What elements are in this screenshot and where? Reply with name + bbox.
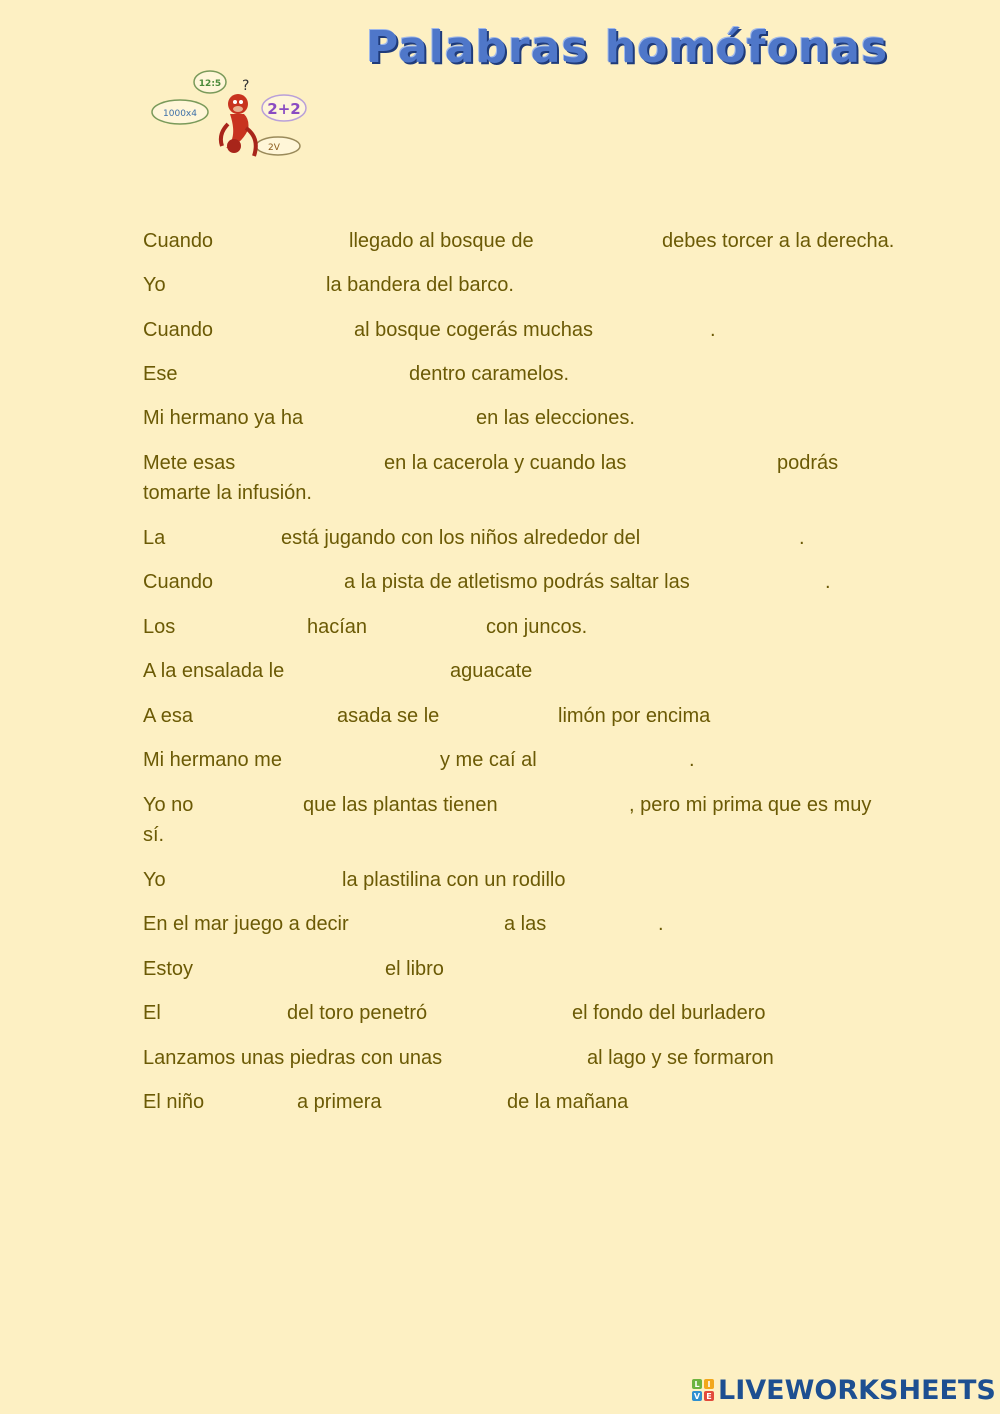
sentence-fragment: debes torcer a la derecha. bbox=[662, 230, 895, 252]
sentence-fragment: . bbox=[799, 527, 805, 549]
sentence-fragment: Cuando bbox=[143, 319, 214, 341]
sentence-fragment: , pero mi prima que es muy bbox=[629, 794, 872, 816]
sentence-fragment: con juncos. bbox=[486, 616, 588, 638]
brand-name: LIVEWORKSHEETS bbox=[718, 1374, 996, 1406]
sentence-fragment: que las plantas tienen bbox=[303, 794, 498, 816]
sentence-fragment: . bbox=[658, 913, 664, 935]
sentence-fragment: aguacate bbox=[450, 660, 533, 682]
sentence-fragment: a primera bbox=[297, 1091, 382, 1113]
sentence-fragment: En el mar juego a decir bbox=[143, 913, 349, 935]
sentence-fragment: Lanzamos unas piedras con unas bbox=[143, 1047, 443, 1069]
sentence-fragment: sí. bbox=[143, 824, 165, 846]
sentence-fragment: Yo no bbox=[143, 794, 194, 816]
sentence-fragment: Los bbox=[143, 616, 176, 638]
math-monkey-illustration bbox=[150, 68, 310, 168]
sentence-fragment: y me caí al bbox=[440, 749, 537, 771]
liveworksheets-footer bbox=[692, 1374, 996, 1406]
svg-text:?: ? bbox=[242, 78, 250, 94]
sentence-fragment: Cuando bbox=[143, 230, 214, 252]
bubble-left bbox=[152, 100, 208, 124]
sentence-fragment: podrás bbox=[777, 452, 839, 474]
sentence-fragment: Yo bbox=[143, 274, 166, 296]
sentence-fragment: llegado al bosque de bbox=[349, 230, 534, 252]
sentence-fragment: Mete esas bbox=[143, 452, 236, 474]
sentence-fragment: Yo bbox=[143, 869, 166, 891]
sentence-fragment: Mi hermano me bbox=[143, 749, 282, 771]
sentence-fragment: de la mañana bbox=[507, 1091, 629, 1113]
logo-letter: I bbox=[704, 1379, 714, 1389]
liveworksheets-logo-icon bbox=[692, 1379, 714, 1401]
sentence-fragment: del toro penetró bbox=[287, 1002, 428, 1024]
sentence-fragment: está jugando con los niños alrededor del bbox=[281, 527, 641, 549]
sentence-fragment: dentro caramelos. bbox=[409, 363, 570, 385]
logo-letter: E bbox=[704, 1391, 714, 1401]
bubble-left-text: 1000x4 bbox=[163, 109, 197, 119]
sentence-fragment: . bbox=[825, 571, 831, 593]
bubble-bottom-text: 2V bbox=[268, 143, 280, 153]
sentence-fragment: a la pista de atletismo podrás saltar las bbox=[344, 571, 690, 593]
page-title: Palabras homófonas bbox=[366, 22, 889, 73]
sentence-fragment: . bbox=[689, 749, 695, 771]
sentence-fragment: El bbox=[143, 1002, 161, 1024]
bubble-top bbox=[194, 71, 226, 93]
sentence-fragment: al bosque cogerás muchas bbox=[354, 319, 594, 341]
bubble-bottom bbox=[256, 137, 300, 155]
sentence-fragment: limón por encima bbox=[558, 705, 711, 727]
sentence-fragment: A esa bbox=[143, 705, 194, 727]
sentence-fragment: Cuando bbox=[143, 571, 214, 593]
sentence-fragment: Mi hermano ya ha bbox=[143, 407, 304, 429]
sentence-fragment: asada se le bbox=[337, 705, 440, 727]
sentence-fragment: al lago y se formaron bbox=[587, 1047, 774, 1069]
monkey-icon bbox=[221, 78, 256, 156]
sentence-fragment: La bbox=[143, 527, 166, 549]
logo-letter: V bbox=[693, 1391, 701, 1401]
logo-letter: L bbox=[692, 1379, 702, 1389]
sentence-fragment: en las elecciones. bbox=[476, 407, 635, 429]
sentence-fragment: Ese bbox=[143, 363, 178, 385]
sentence-fragment: el libro bbox=[385, 958, 444, 980]
sentence-fragment: hacían bbox=[307, 616, 368, 638]
sentence-fragment: la plastilina con un rodillo bbox=[342, 869, 566, 891]
bubble-top-text: 12:5 bbox=[198, 79, 222, 89]
sentence-fragment: la bandera del barco. bbox=[326, 274, 514, 296]
sentence-fragment: El niño bbox=[143, 1091, 205, 1113]
sentence-fragment: Estoy bbox=[143, 958, 194, 980]
sentence-fragment: a las bbox=[504, 913, 547, 935]
bubble-right bbox=[262, 95, 306, 121]
sentence-fragment: . bbox=[710, 319, 716, 341]
sentence-fragment: A la ensalada le bbox=[143, 660, 285, 682]
sentence-fragment: en la cacerola y cuando las bbox=[384, 452, 627, 474]
bubble-right-text: 2+2 bbox=[267, 100, 301, 118]
sentence-fragment: el fondo del burladero bbox=[572, 1002, 766, 1024]
sentence-fragment: tomarte la infusión. bbox=[143, 482, 312, 504]
